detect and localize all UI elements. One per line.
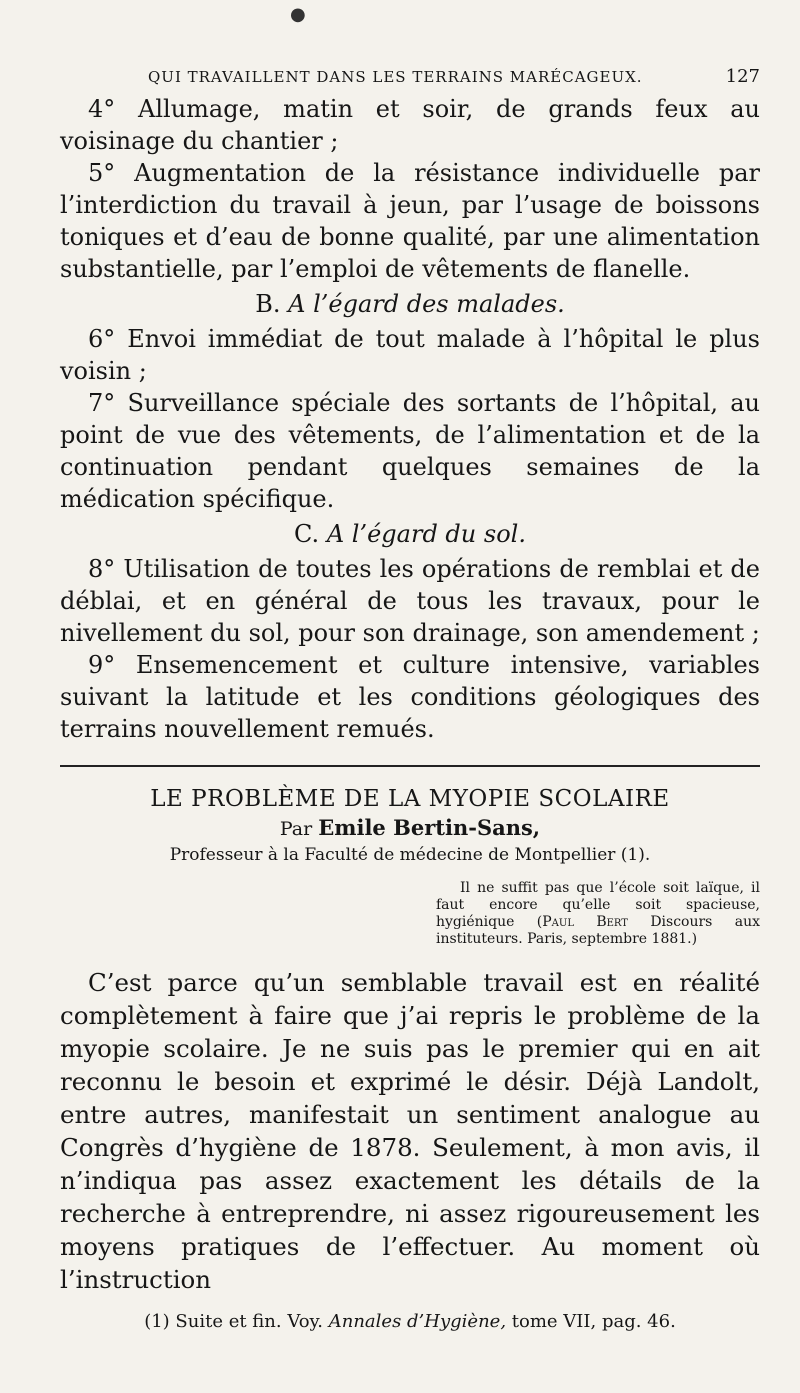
article-paragraph: C’est parce qu’un semblable travail est en réalité complètement à faire que j’ai repris le problème de la myopie scolaire. Je ne suis pas le premier qui en ait reconnu le besoin et exprimé le désir. Déjà Landolt, entre autres, manifestait un sentiment analogue au Congrès d’hygiène de 1878. Seulement, à mon avis, il n’indiqua pas assez exactement les détails de la recherche à entreprendre, ni assez rigoureusement les moyens pratiques de l’effectuer. Au moment où l’instruction [60,968,760,1294]
section-c-heading [60,517,760,551]
article-title: LE PROBLÈME DE LA MYOPIE SCOLAIRE [150,786,670,812]
epigraph [436,880,760,948]
byline [60,815,760,842]
article-body [60,966,760,1296]
measure-item-9: 9° Ensemencement et culture intensive, variables suivant la latitude et les conditions géologiques des terrains nouvellement remués. [60,651,760,743]
section-c-prefix: C. [294,520,320,548]
page-number: 127 [725,66,760,87]
epigraph-author: Paul Bert [542,914,628,930]
measure-item-6: 6° Envoi immédiat de tout malade à l’hôpital le plus voisin ; [60,325,760,385]
section-b-title: A l’égard des malades. [288,290,565,318]
footnote-journal: Annales d’Hygiène, [328,1311,507,1332]
running-head [148,66,760,87]
byline-prefix: Par [279,818,313,840]
footnote-prefix: (1) Suite et fin. Voy. [144,1311,329,1332]
page [60,36,760,1334]
section-divider [60,765,760,767]
running-head-title: QUI TRAVAILLENT DANS LES TERRAINS MARÉCAGEUX. [148,68,643,86]
section-b-heading [60,287,760,321]
author-name: Emile Bertin-Sans, [318,815,541,840]
footnote-suffix: tome VII, pag. 46. [506,1311,676,1332]
measure-item-4: 4° Allumage, matin et soir, de grands feux au voisinage du chantier ; [60,95,760,155]
footnote [60,1310,760,1334]
section-b-prefix: B. [255,290,281,318]
measure-item-5: 5° Augmentation de la résistance individuelle par l’interdiction du travail à jeun, par l’usage de boissons toniques et d’eau de bonne qualité, par une alimentation substantielle, par l’emploi de vêtements de flanelle. [60,159,760,283]
measure-item-8: 8° Utilisation de toutes les opérations de remblai et de déblai, et en général de tous les travaux, pour le nivellement du sol, pour son drainage, son amendement ; [60,555,760,647]
epigraph-text: Il ne suffit pas que l’école soit laïque, il faut encore qu’elle soit spacieuse, hygiénique ( [436,880,760,930]
epigraph-source: Discours aux instituteurs. Paris, septembre 1881.) [436,914,760,947]
printer-mark: ● [290,4,306,25]
section-c-title: A l’égard du sol. [326,520,526,548]
author-affiliation: Professeur à la Faculté de médecine de Montpellier (1). [169,845,651,865]
measure-item-7: 7° Surveillance spéciale des sortants de l’hôpital, au point de vue des vêtements, de l’alimentation et de la continuation pendant quelques semaines de la médication spécifique. [60,389,760,513]
